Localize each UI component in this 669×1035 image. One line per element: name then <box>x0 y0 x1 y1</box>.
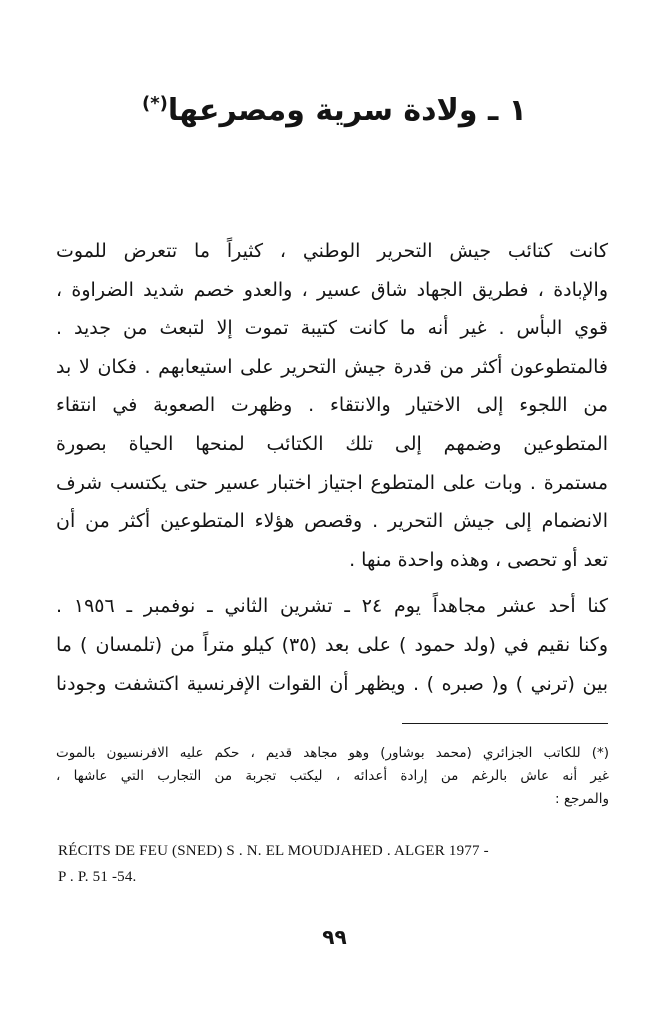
paragraph-line: فالمتطوعون أكثر من قدرة جيش التحرير على استيعابهم . فكان لا بد <box>56 355 608 378</box>
reference-line: RÉCITS DE FEU (SNED) S . N. EL MOUDJAHED . ALGER 1977 - <box>58 843 489 859</box>
paragraph-line: كانت كتائب جيش التحرير الوطني ، كثيراً ما تتعرض للموت <box>56 240 608 262</box>
chapter-title-text: ١ ـ ولادة سرية ومصرعها <box>167 93 527 128</box>
reference-line: P . P. 51 -54. <box>58 869 137 885</box>
paragraph-line: المتطوعين وضمهم إلى تلك الكتائب لمنحها الحياة بصورة <box>56 432 608 455</box>
footnote-reference <box>58 838 618 890</box>
footnote-line: (*) للكاتب الجزائري (محمد بوشاور) وهو مجاهد قديم ، حكم عليه الافرنسيون بالموت <box>56 745 609 761</box>
paragraph-line: كنا أحد عشر مجاهداً يوم ٢٤ ـ تشرين الثاني ـ نوفمبر ـ ١٩٥٦ . <box>56 595 608 618</box>
paragraph-line: بين (ترني ) و( صبره ) . ويظهر أن القوات الإفرنسية اكتشفت وجودنا <box>56 672 608 695</box>
paragraph-2 <box>56 587 608 703</box>
footnote-line: غير أنه عاش بالرغم من إرادة أعدائه ، ليكتب تجربة من التجارب التي عاشها ، <box>56 768 609 784</box>
footnote-line: والمرجع : <box>554 791 609 807</box>
paragraph-line: تعد أو تحصى ، وهذه واحدة منها . <box>349 548 608 571</box>
body-text <box>56 232 608 703</box>
paragraph-line: مستمرة . وبات على المتطوع اجتياز اختبار عسير حتى يكتسب شرف <box>56 471 608 494</box>
title-footnote-marker: (*) <box>142 93 168 114</box>
paragraph-line: من اللجوء إلى الاختيار والانتقاء . وظهرت الصعوبة في انتقاء <box>56 394 608 417</box>
paragraph-line: الانضمام إلى جيش التحرير . وقصص هؤلاء المتطوعين أكثر من أن <box>56 510 608 533</box>
page-number: ٩٩ <box>322 925 347 949</box>
chapter-title <box>0 84 669 131</box>
footnote <box>56 742 609 811</box>
paragraph-1 <box>56 232 608 579</box>
paragraph-line: قوي البأس . غير أنه ما كانت كتيبة تموت إلا لتبعث من جديد . <box>56 317 608 340</box>
paragraph-line: وكنا نقيم في (ولد حمود ) على بعد (٣٥) كيلو متراً من (تلمسان ) ما <box>56 633 608 656</box>
paragraph-line: والإبادة ، فطريق الجهاد شاق عسير ، والعدو خصم شديد الضراوة ، <box>56 278 608 301</box>
footnote-separator <box>402 723 608 724</box>
